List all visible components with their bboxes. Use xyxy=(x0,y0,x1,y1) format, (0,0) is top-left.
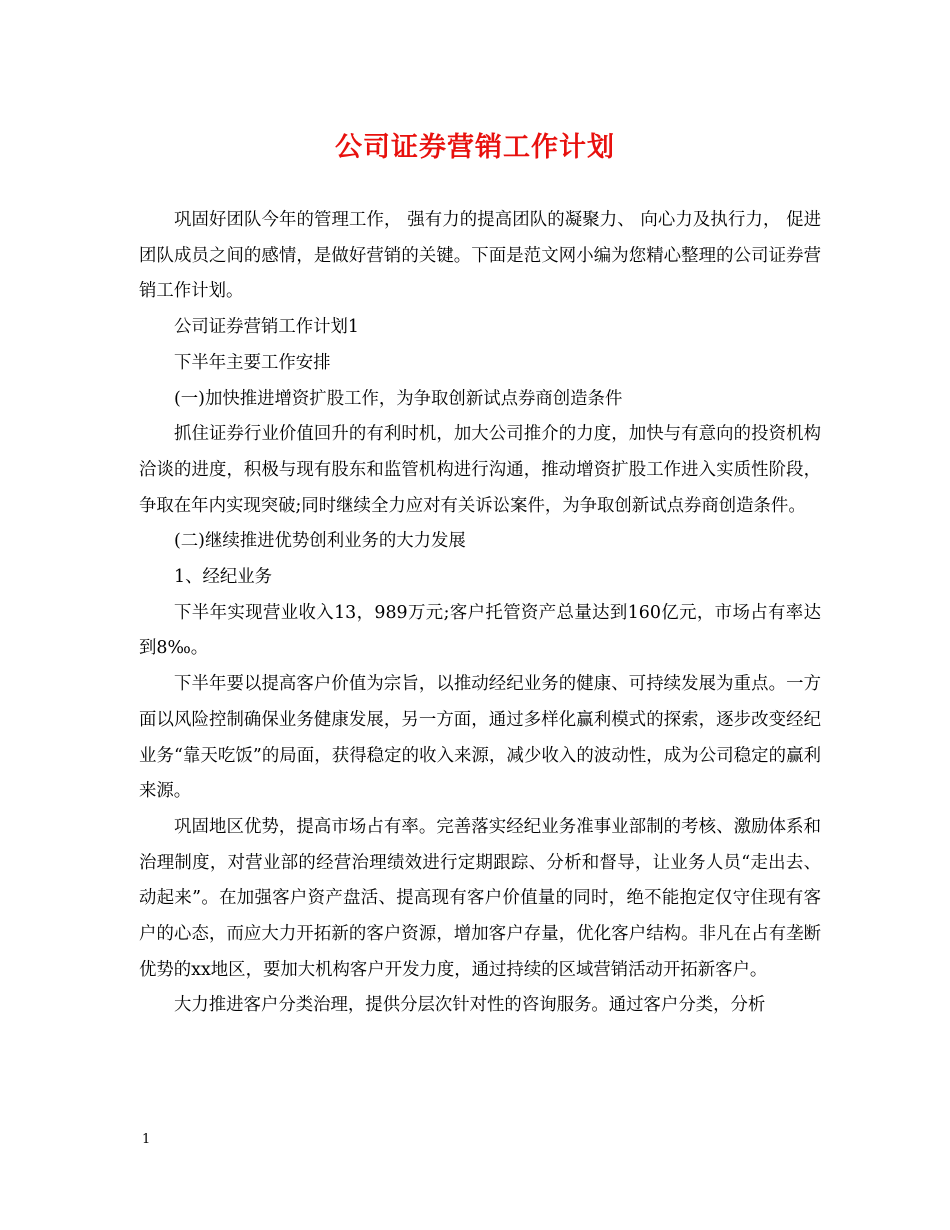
document-body xyxy=(139,203,821,1024)
paragraph-regional: 巩固地区优势，提高市场占有率。完善落实经纪业务准事业部制的考核、激励体系和治理制度，对营业部的经营治理绩效进行定期跟踪、分析和督导，让业务人员“走出去、动起来”。在加强客户资产盘活、提高现有客户价值量的同时，绝不能抱定仅守住现有客户的心态，而应大力开拓新的客户资源，增加客户存量，优化客户结构。非凡在占有垄断优势的xx地区，要加大机构客户开发力度，通过持续的区域营销活动开拓新客户。 xyxy=(139,816,821,980)
paragraph-section-heading: 下半年主要工作安排 xyxy=(174,352,331,373)
paragraph-plan-heading: 公司证券营销工作计划1 xyxy=(174,317,359,338)
page-number: 1 xyxy=(142,1132,151,1147)
paragraph-item-1-body: 抓住证券行业价值回升的有利时机，加大公司推介的力度，加快与有意向的投资机构洽谈的进度，积极与现有股东和监管机构进行沟通，推动增资扩股工作进入实质性阶段，争取在年内实现突破;同时继续全力应对有关诉讼案件，为争取创新试点券商创造条件。 xyxy=(139,424,821,516)
paragraph-revenue: 下半年实现营业收入13，989万元;客户托管资产总量达到160亿元，市场占有率达到8‰。 xyxy=(139,602,821,659)
paragraph-subitem-heading: 1、经纪业务 xyxy=(174,567,273,588)
paragraph-intro: 巩固好团队今年的管理工作， 强有力的提高团队的凝聚力、 向心力及执行力， 促进团队成员之间的感情，是做好营销的关键。下面是范文网小编为您精心整理的公司证券营销工作计划。 xyxy=(139,210,821,302)
paragraph-classification: 大力推进客户分类治理，提供分层次针对性的咨询服务。通过客户分类，分析 xyxy=(174,995,766,1016)
paragraph-item-1-heading: (一)加快推进增资扩股工作，为争取创新试点券商创造条件 xyxy=(174,388,623,409)
paragraph-item-2-heading: (二)继续推进优势创利业务的大力发展 xyxy=(174,531,466,552)
document-title: 公司证券营销工作计划 xyxy=(335,132,615,163)
paragraph-strategy: 下半年要以提高客户价值为宗旨，以推动经纪业务的健康、可持续发展为重点。一方面以风险控制确保业务健康发展，另一方面，通过多样化赢利模式的探索，逐步改变经纪业务“靠天吃饭”的局面，获得稳定的收入来源，减少收入的波动性，成为公司稳定的赢利来源。 xyxy=(139,674,821,802)
